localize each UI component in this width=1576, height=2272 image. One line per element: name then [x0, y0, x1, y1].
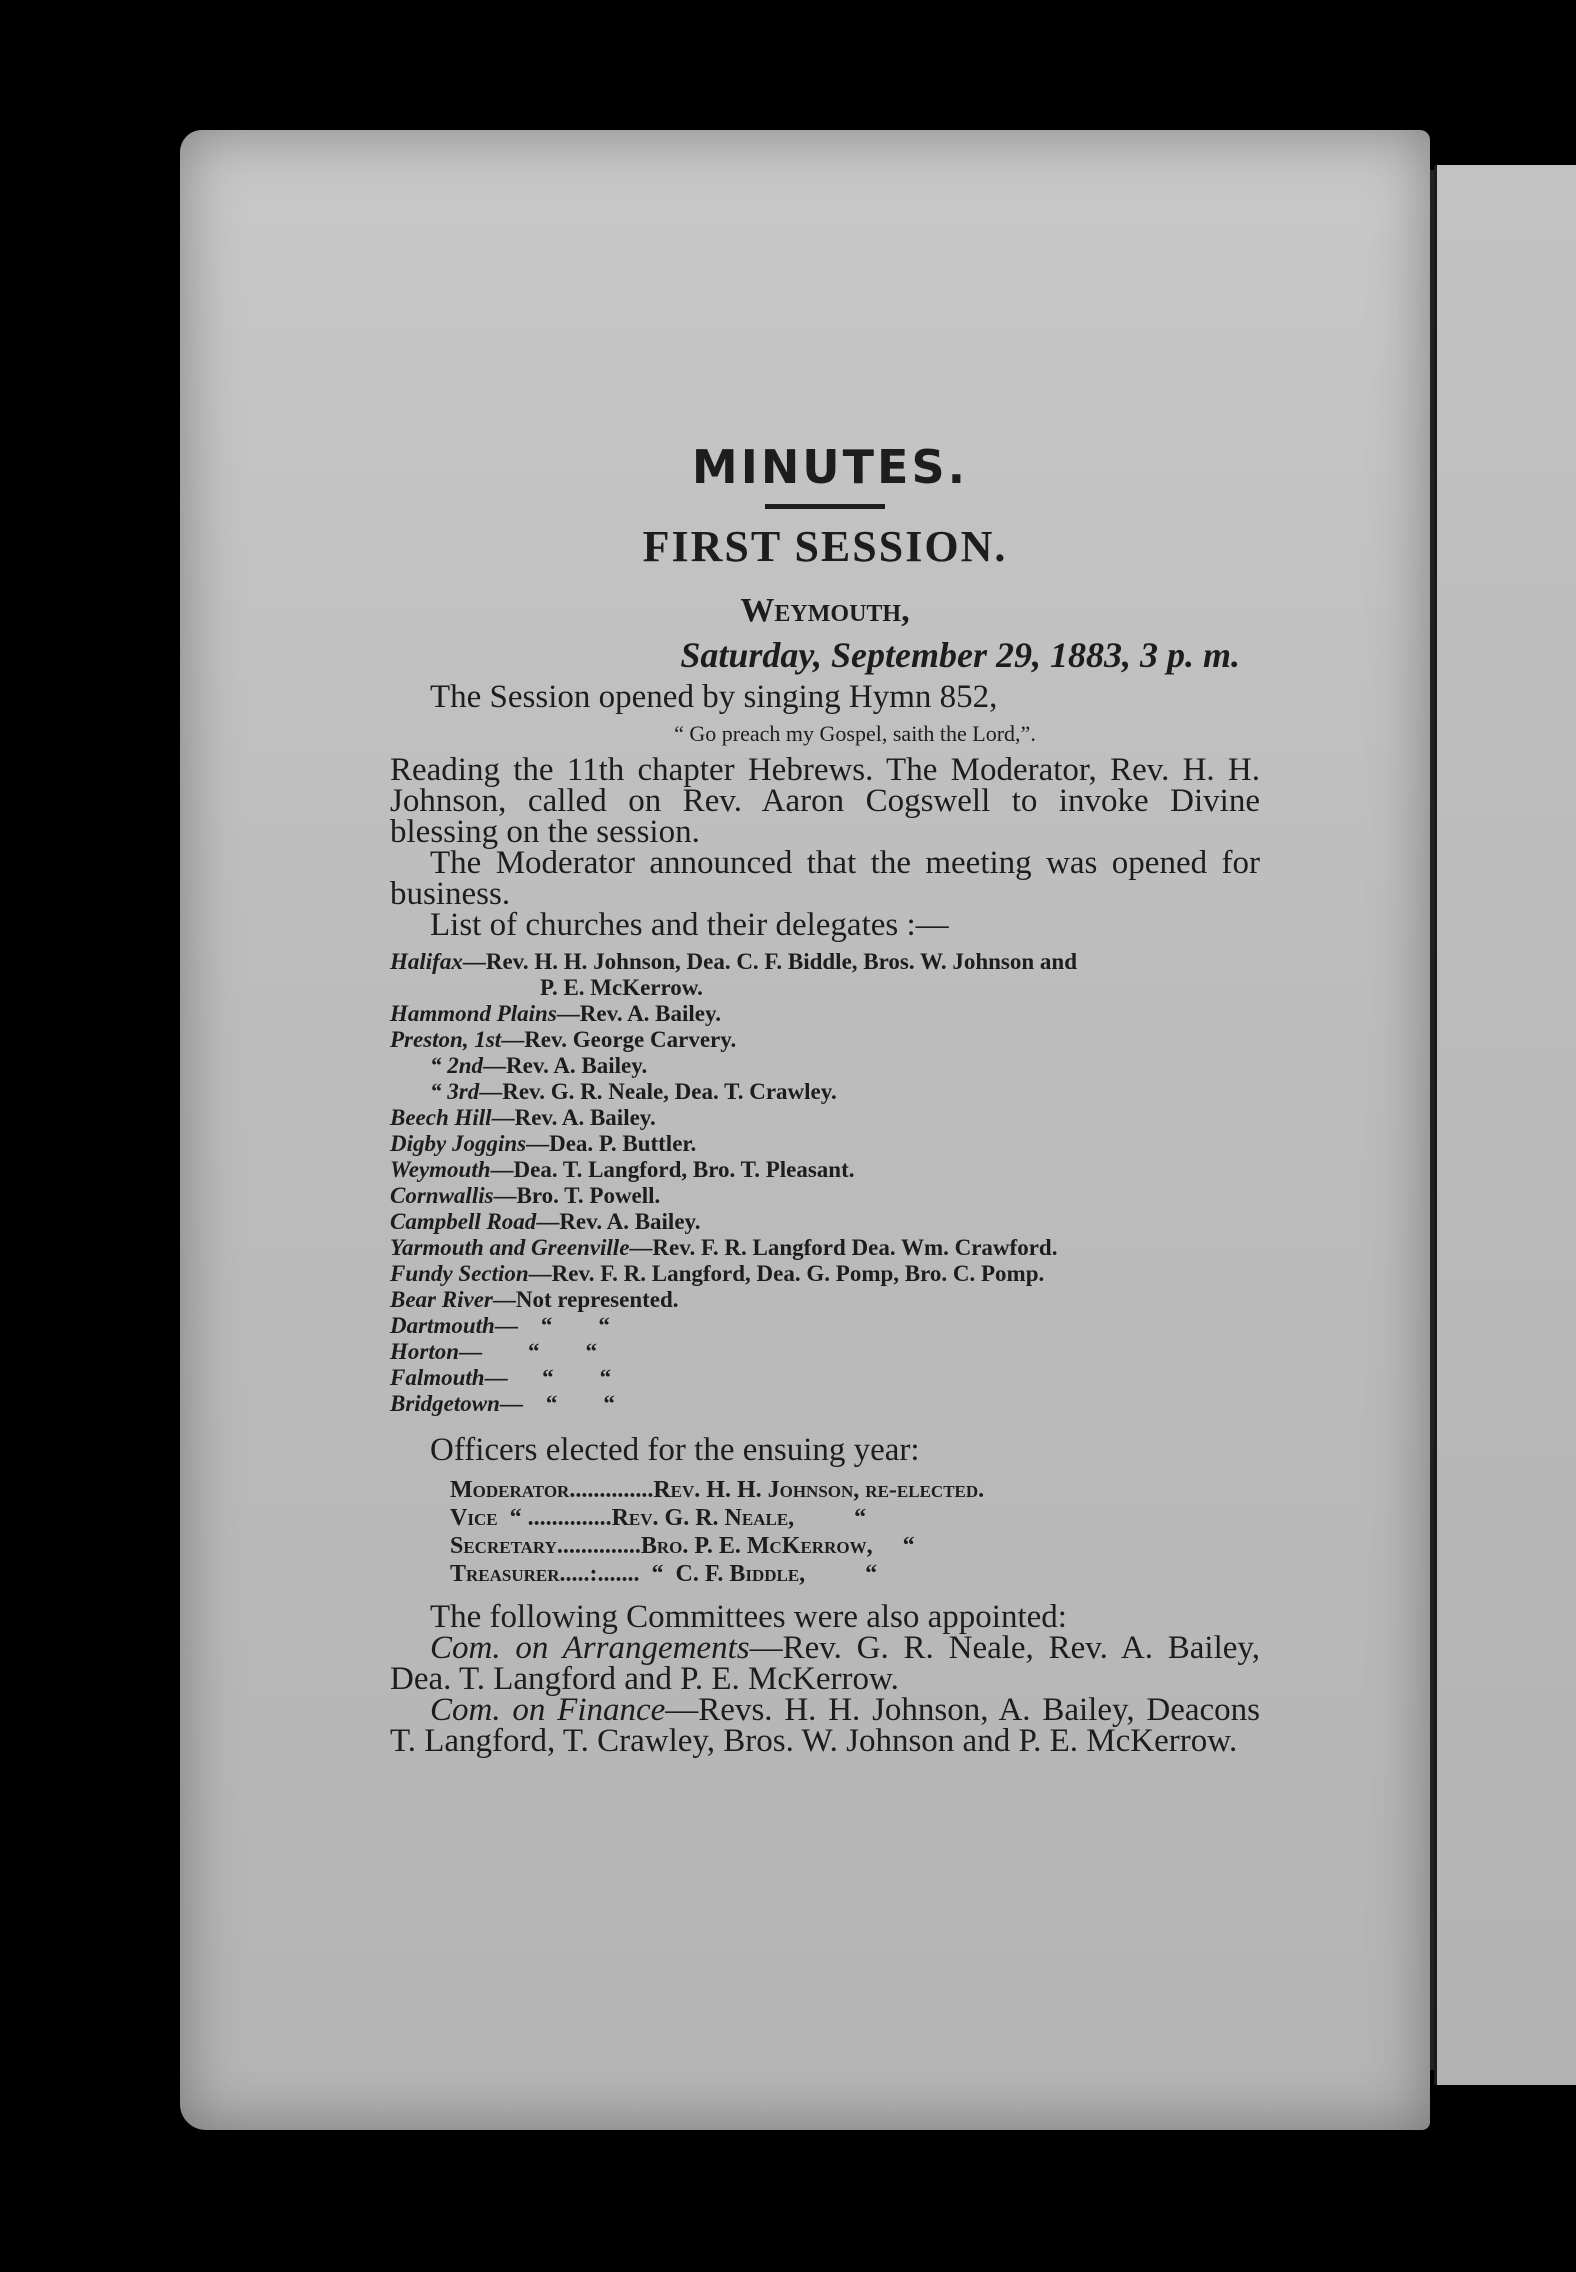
list-item: Bear River—Not represented.	[390, 1287, 679, 1312]
list-item: Dartmouth— “ “	[390, 1313, 610, 1338]
list-item: “ 3rd—Rev. G. R. Neale, Dea. T. Crawley.	[430, 1079, 837, 1104]
officer-row: Secretary..............Bro. P. E. McKerrow, “	[450, 1533, 915, 1559]
session-place: Weymouth,	[740, 592, 910, 629]
officer-row: Vice “ ..............Rev. G. R. Neale, “	[450, 1505, 867, 1531]
title-rule	[765, 504, 885, 509]
hymn-quote: “ Go preach my Gospel, saith the Lord,”.	[674, 721, 1036, 746]
officer-row: Moderator..............Rev. H. H. Johnson, re-elected.	[450, 1477, 985, 1503]
list-item: “ 2nd—Rev. A. Bailey.	[430, 1053, 648, 1078]
list-item: Cornwallis—Bro. T. Powell.	[390, 1183, 661, 1208]
committee-arrangements: Com. on Arrangements—Rev. G. R. Neale, Rev. A. Bailey, Dea. T. Langford and P. E. McKerrow.	[390, 1630, 1260, 1697]
list-item: Hammond Plains—Rev. A. Bailey.	[390, 1001, 721, 1026]
list-item: Weymouth—Dea. T. Langford, Bro. T. Pleasant.	[390, 1157, 855, 1182]
list-item: Bridgetown— “ “	[390, 1391, 615, 1416]
opening-line: The Session opened by singing Hymn 852,	[430, 679, 998, 715]
officers-list	[450, 1476, 1260, 1588]
list-item: Horton— “ “	[390, 1339, 598, 1364]
list-item: Beech Hill—Rev. A. Bailey.	[390, 1105, 656, 1130]
list-item: Halifax—Rev. H. H. Johnson, Dea. C. F. Biddle, Bros. W. Johnson and	[390, 949, 1077, 974]
page-title: MINUTES.	[691, 440, 969, 494]
delegates-list	[390, 949, 1260, 1417]
list-item: Preston, 1st—Rev. George Carvery.	[390, 1027, 737, 1052]
minutes-text	[390, 440, 1260, 1757]
opening-paragraph: Reading the 11th chapter Hebrews. The Moderator, Rev. H. H. Johnson, called on Rev. Aaron Cogswell to invoke Divine blessing on the session.	[390, 752, 1260, 850]
list-item: Digby Joggins—Dea. P. Buttler.	[390, 1131, 697, 1156]
officers-intro: Officers elected for the ensuing year:	[430, 1432, 920, 1468]
delegates-intro: List of churches and their delegates :—	[430, 907, 949, 943]
list-item: Yarmouth and Greenville—Rev. F. R. Langford Dea. Wm. Crawford.	[390, 1235, 1058, 1260]
officer-row: Treasurer.....:....... “ C. F. Biddle, “	[450, 1561, 878, 1587]
list-item: Falmouth— “ “	[390, 1365, 612, 1390]
list-item: Fundy Section—Rev. F. R. Langford, Dea. G. Pomp, Bro. C. Pomp.	[390, 1261, 1045, 1286]
announcement-paragraph: The Moderator announced that the meeting was opened for business.	[390, 845, 1260, 912]
committees-intro: The following Committees were also appointed:	[430, 1599, 1067, 1635]
session-heading: FIRST SESSION.	[642, 522, 1008, 571]
list-item: Campbell Road—Rev. A. Bailey.	[390, 1209, 701, 1234]
adjacent-page-edge	[1434, 165, 1576, 2085]
session-date: Saturday, September 29, 1883, 3 p. m.	[680, 635, 1240, 675]
list-item: P. E. McKerrow.	[540, 975, 703, 1000]
committee-finance: Com. on Finance—Revs. H. H. Johnson, A. Bailey, Deacons T. Langford, T. Crawley, Bros. W. Johnson and P. E. McKerrow.	[390, 1692, 1260, 1759]
